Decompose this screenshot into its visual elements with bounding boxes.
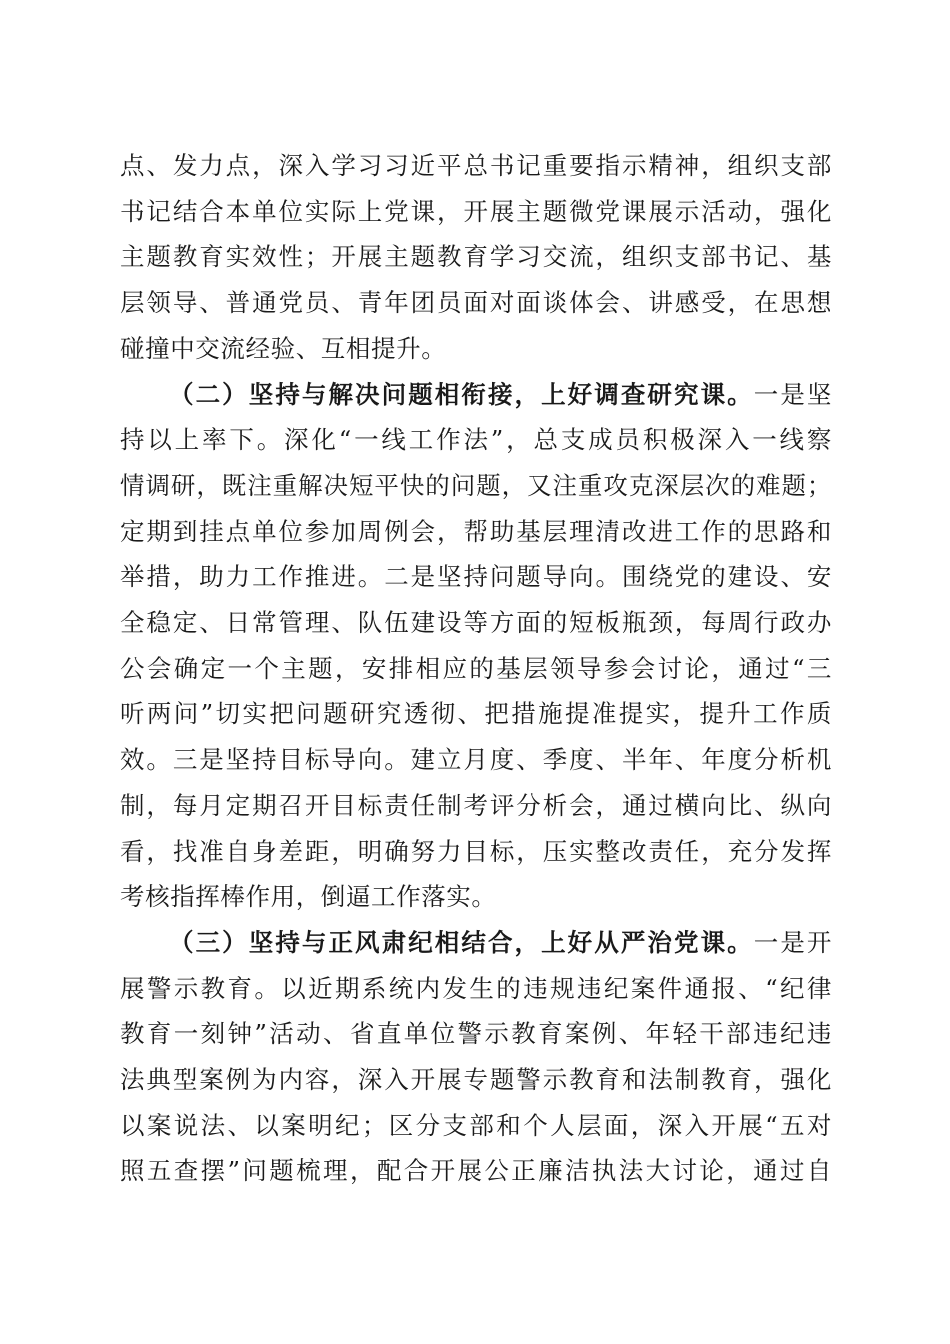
text-line-first [120,372,832,418]
text-line: 书记结合本单位实际上党课，开展主题微党课展示活动，强化 [120,196,832,226]
text-line: 展警示教育。以近期系统内发生的违规违纪案件通报、“纪律 [120,973,832,1003]
text-line: 全稳定、日常管理、队伍建设等方面的短板瓶颈，每周行政办 [120,608,832,638]
text-line: 听两问”切实把问题研究透彻、把措施提准提实，提升工作质 [120,699,832,729]
text-line: 考核指挥棒作用，倒逼工作落实。 [120,882,497,912]
paragraph-1 [120,143,832,372]
paragraph-2 [120,372,832,920]
text-line: 情调研，既注重解决短平快的问题，又注重攻克深层次的难题； [120,470,832,500]
paragraph-3 [120,920,832,1194]
text-segment: 一是开 [753,927,832,957]
text-line: 层领导、普通党员、青年团员面对面谈体会、讲感受，在思想 [120,288,832,318]
section-heading: （二）坚持与解决问题相衔接，上好调查研究课。 [169,379,754,409]
text-line: 公会确定一个主题，安排相应的基层领导参会讨论，通过“三 [120,653,832,683]
document-body [120,143,832,1194]
text-line: 法典型案例为内容，深入开展专题警示教育和法制教育，强化 [120,1065,832,1095]
text-line: 看，找准自身差距，明确努力目标，压实整改责任，充分发挥 [120,836,832,866]
text-line: 制，每月定期召开目标责任制考评分析会，通过横向比、纵向 [120,790,832,820]
text-line: 持以上率下。深化“一线工作法”，总支成员积极深入一线察 [120,425,832,455]
text-segment: 一是坚 [753,379,832,409]
text-line: 点、发力点，深入学习习近平总书记重要指示精神，组织支部 [120,151,832,180]
text-line: 主题教育实效性；开展主题教育学习交流，组织支部书记、基 [120,242,832,272]
text-line: 定期到挂点单位参加周例会，帮助基层理清改进工作的思路和 [120,516,832,546]
text-line: 以案说法、以案明纪；区分支部和个人层面，深入开展“五对 [120,1110,832,1140]
text-line: 教育一刻钟”活动、省直单位警示教育案例、年轻干部违纪违 [120,1019,832,1049]
section-heading: （三）坚持与正风肃纪相结合，上好从严治党课。 [169,927,754,957]
text-line: 照五查摆”问题梳理，配合开展公正廉洁执法大讨论，通过自 [120,1156,832,1186]
text-line: 碰撞中交流经验、互相提升。 [120,333,447,363]
text-line: 效。三是坚持目标导向。建立月度、季度、半年、年度分析机 [120,745,832,775]
text-line: 举措，助力工作推进。二是坚持问题导向。围绕党的建设、安 [120,562,832,592]
text-line-first [120,920,832,966]
